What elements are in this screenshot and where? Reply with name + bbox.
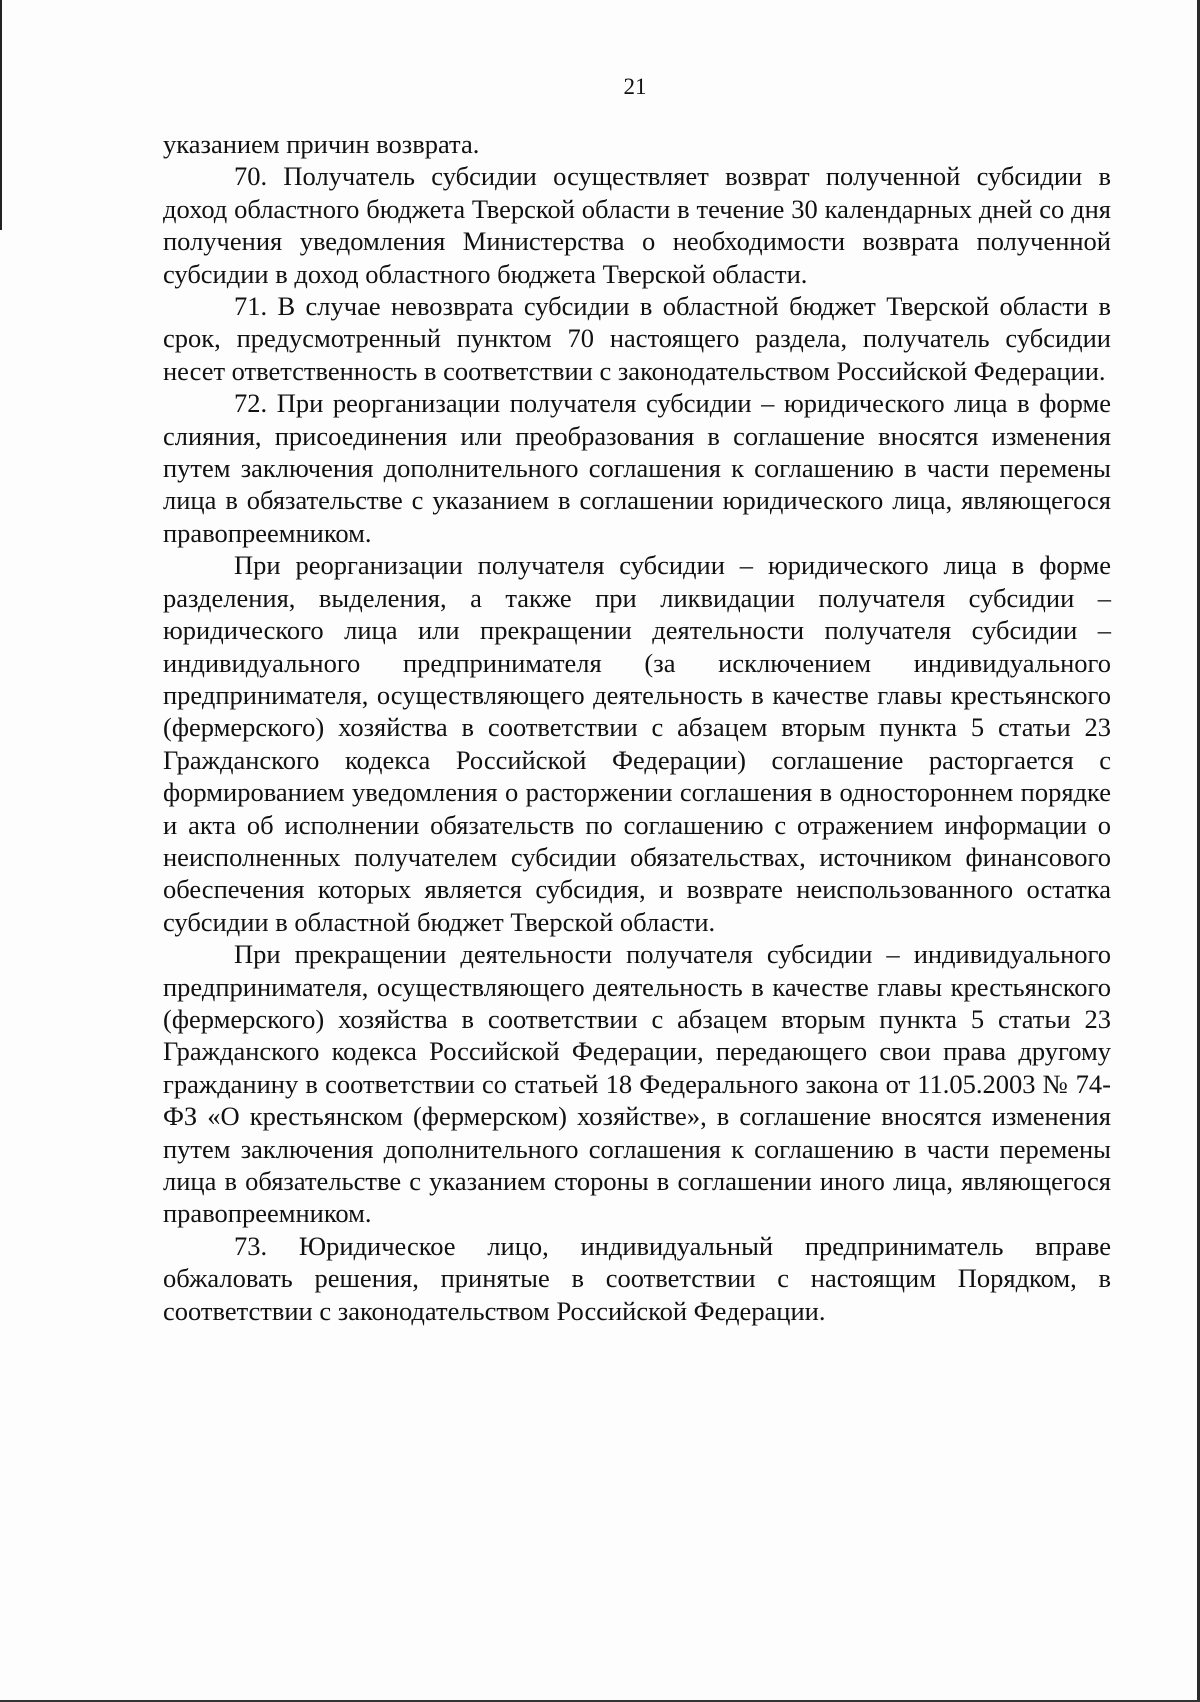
paragraph-continuation: указанием причин возврата. xyxy=(163,129,480,159)
paragraph-termination: При прекращении деятельности получателя субсидии – индивидуального предпринимателя, осуществляющего деятельность в качестве главы крестьянского (фермерского) хозяйства в соответствии с абзацем вторым пункта 5 статьи 23 Гражданского кодекса Российской Федерации, передающего свои права другому гражданину в соответствии со статьей 18 Федерального закона от 11.05.2003 № 74-ФЗ «О крестьянском (фермерском) хозяйстве», в соглашение вносятся изменения путем заключения дополнительного соглашения к соглашению в части перемены лица в обязательстве с указанием стороны в соглашении иного лица, являющегося правопреемником. xyxy=(163,939,1111,1229)
paragraph-reorganization: При реорганизации получателя субсидии – юридического лица в форме разделения, выделения, а также при ликвидации получателя субсидии – юридического лица или прекращении деятельности получателя субсидии – индивидуального предпринимателя (за исключением индивидуального предпринимателя, осуществляющего деятельность в качестве главы крестьянского (фермерского) хозяйства в соответствии с абзацем вторым пункта 5 статьи 23 Гражданского кодекса Российской Федерации) соглашение расторгается с формированием уведомления о расторжении соглашения в одностороннем порядке и акта об исполнении обязательств по соглашению с отражением информации о неисполненных получателем субсидии обязательствах, источником финансового обеспечения которых является субсидия, и возврате неиспользованного остатка субсидии в областной бюджет Тверской области. xyxy=(163,550,1111,937)
paragraph-item-73: 73. Юридическое лицо, индивидуальный предприниматель вправе обжаловать решения, принятые в соответствии с настоящим Порядком, в соответствии с законодательством Российской Федерации. xyxy=(163,1230,1111,1326)
scan-edge-left xyxy=(0,0,2,230)
paragraph-item-71: 71. В случае невозврата субсидии в областной бюджет Тверской области в срок, предусмотренный пунктом 70 настоящего раздела, получатель субсидии несет ответственность в соответствии с законодательством Российской Федерации. xyxy=(163,291,1111,386)
page-number: 21 xyxy=(623,74,647,99)
document-body xyxy=(163,128,1111,1327)
paragraph-item-72: 72. При реорганизации получателя субсидии – юридического лица в форме слияния, присоединения или преобразования в соглашение вносятся изменения путем заключения дополнительного соглашения к соглашению в части перемены лица в обязательстве с указанием в соглашении юридического лица, являющегося правопреемником. xyxy=(163,388,1111,548)
paragraph-item-70: 70. Получатель субсидии осуществляет возврат полученной субсидии в доход областного бюджета Тверской области в течение 30 календарных дней со дня получения уведомления Министерства о необходимости возврата полученной субсидии в доход областного бюджета Тверской области. xyxy=(163,161,1111,289)
